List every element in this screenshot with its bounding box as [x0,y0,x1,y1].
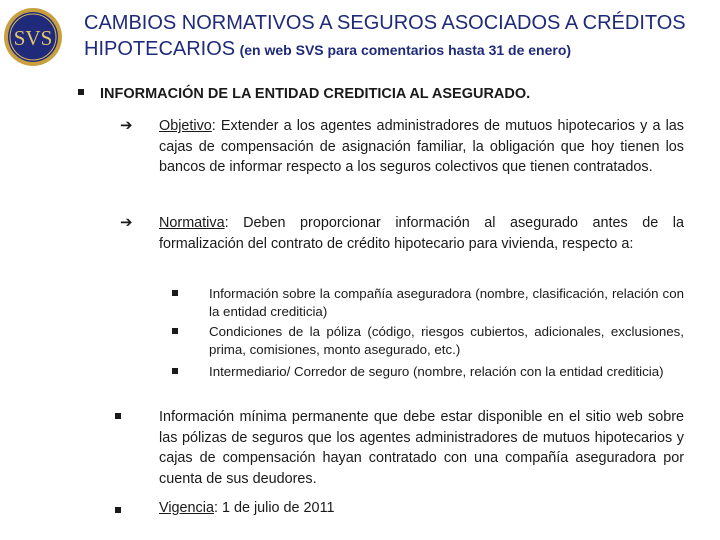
vigencia-text: : 1 de julio de 2011 [213,500,335,516]
sub-item-poliza: Condiciones de la póliza (código, riesgos cubiertos, adicionales, exclusiones, prima, comisiones, monto asegurado, etc.) [209,324,684,357]
info-minima-paragraph: Información mínima permanente que debe estar disponible en el sitio web sobre las pólizas de seguros que los agentes administradores de mutuos hipotecarios y cajas de compensación hayan contratado con una compañía aseguradora por cuenta de sus deudores. [159,409,684,487]
vigencia-paragraph [159,498,684,519]
section-heading [78,86,530,102]
section-heading-text: INFORMACIÓN DE LA ENTIDAD CREDITICIA AL ASEGURADO. [100,86,531,102]
objetivo-text: : Extender a los agentes administradores de mutuos hipotecarios y a las cajas de compensación de asignación familiar, la obligación que hoy tienen los bancos de informar respecto a los seguros colectivos que tienen contratados. [159,118,684,175]
page-title [84,10,720,64]
normativa-label: Normativa [159,215,225,231]
arrow-right-icon: ➔ [120,214,133,231]
bullet-square-icon [115,507,121,513]
objetivo-label: Objetivo [159,118,212,134]
title-line-1: CAMBIOS NORMATIVOS A SEGUROS ASOCIADOS A CRÉDITOS [84,12,686,34]
arrow-right-icon: ➔ [120,117,133,134]
bullet-square-icon [115,413,121,419]
bullet-square-icon [172,328,178,334]
vigencia-label: Vigencia [159,500,214,516]
title-note: (en web SVS para comentarios hasta 31 de enero) [239,42,572,58]
title-line-2: HIPOTECARIOS [84,38,236,60]
svs-logo [2,6,64,68]
sub-item-intermediario: Intermediario/ Corredor de seguro (nombre, relación con la entidad crediticia) [209,364,664,379]
bullet-square-icon [78,89,84,95]
bullet-square-icon [172,290,178,296]
logo-text: SVS [13,26,53,50]
normativa-paragraph [159,213,684,254]
objetivo-paragraph [159,116,684,178]
bullet-square-icon [172,368,178,374]
sub-item-aseguradora: Información sobre la compañía aseguradora (nombre, clasificación, relación con la entidad crediticia) [209,286,684,319]
normativa-text: : Deben proporcionar información al asegurado antes de la formalización del contrato de crédito hipotecario para vivienda, respecto a: [159,215,684,252]
